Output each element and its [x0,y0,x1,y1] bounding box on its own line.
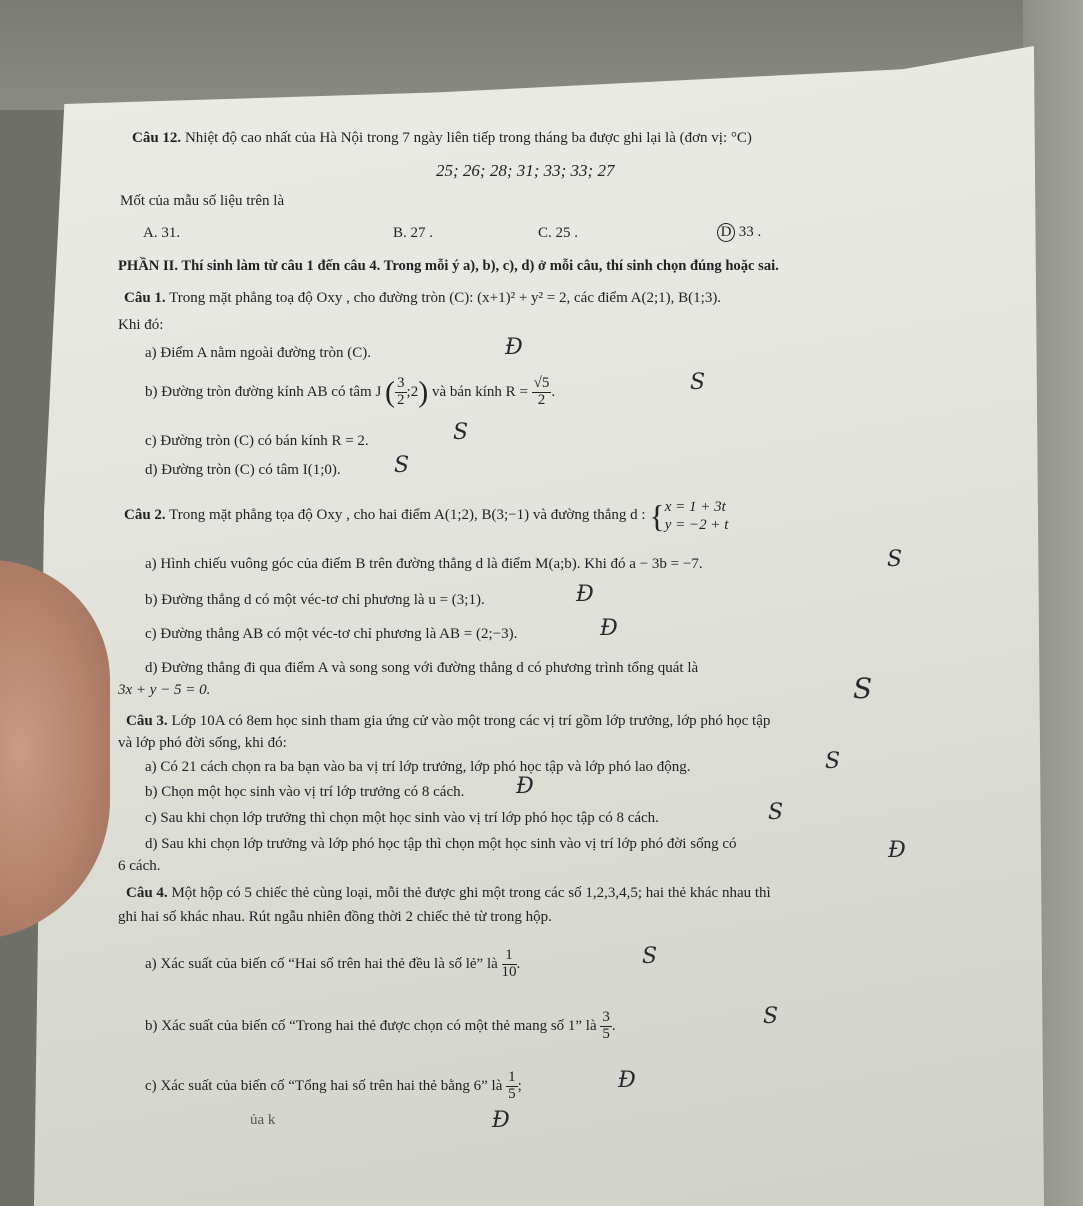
c2-c: c) Đường thẳng AB có một véc-tơ chỉ phương là AB = (2;−3). [145,626,518,642]
c1-b: b) Đường tròn đường kính AB có tâm J ( $\frac{3}{2}$ ;2) và bán kính R = $\frac{√5}{2}$ . [145,375,556,409]
q12-title: Câu 12. [132,130,182,146]
q12-option-a: A. 31. [143,225,181,241]
c4-stem-line2: ghi hai số khác nhau. Rút ngẫu nhiên đồng thời 2 chiếc thẻ từ trong hộp. [118,909,552,925]
c2-a: a) Hình chiếu vuông góc của điểm B trên đường thẳng d là điểm M(a;b). Khi đó a − 3b = −7. [145,556,703,572]
c1-b-radius [532,376,552,409]
c3-stem1: Lớp 10A có 8em học sinh tham gia ứng cử vào một trong các vị trí gồm lớp trưởng, lớp phó học tập [171,713,771,729]
c4-stem1: Một hộp có 5 chiếc thẻ cùng loại, mỗi thẻ được ghi một trong các số 1,2,3,4,5; hai thẻ khác nhau thì [171,885,771,901]
c3-d-line1: d) Sau khi chọn lớp trưởng và lớp phó học tập thì chọn một học sinh vào vị trí lớp phó đời sống có [145,836,737,852]
c4-a-den: 10 [501,964,517,981]
c1-b-fraction [395,376,407,409]
c2-d-line2: 3x + y − 5 = 0. [118,682,211,698]
c3-stem-line2: và lớp phó đời sống, khi đó: [118,735,287,751]
c2-system-brace: { [649,497,665,534]
c4-a-mark: S [642,944,658,969]
q12-ask: Mốt của mẫu số liệu trên là [120,193,285,209]
c4-c-fraction [506,1070,518,1103]
c1-b-rden: 2 [537,392,546,409]
c1-b-tail: ;2 [406,384,419,400]
c4-title: Câu 4. [126,885,168,901]
c4-a-text: a) Xác suất của biến cố “Hai số trên hai thẻ đều là số lẻ” là [145,956,498,972]
c2-stem [124,494,728,536]
c2-system [665,498,729,534]
c2-d-mark: S [853,672,873,705]
part2-header: PHẦN II. Thí sinh làm từ câu 1 đến câu 4. Trong mỗi ý a), b), c), d) ở mỗi câu, thí sinh chọn đúng hoặc sai. [118,258,779,274]
c1-b-mark: S [690,370,706,395]
q12-stem [132,130,752,147]
q12-option-b: B. 27 . [393,225,434,241]
c2-sys-line1: x = 1 + 3t [664,498,726,515]
c2-a-mark: S [887,547,903,572]
c1-b-paren-open: ( [385,375,396,409]
circled-answer-d: D [717,223,735,242]
c1-b-num: 3 [397,375,405,392]
c4-a: a) Xác suất của biến cố “Hai số trên hai thẻ đều là số lẻ” là $\frac{1}{10}$ . [145,947,521,981]
c4-b-fraction [600,1010,612,1043]
c1-b-den: 2 [397,392,405,409]
q12-stem-text: Nhiệt độ cao nhất của Hà Nội trong 7 ngày liên tiếp trong tháng ba được ghi lại là (đơn vị: °C) [184,130,752,146]
q12-option-c: C. 25 . [538,225,579,241]
c1-d-mark: S [394,453,410,478]
c4-b-num: 3 [602,1009,610,1026]
c3-c-mark: S [768,800,784,825]
c2-b: b) Đường thẳng d có một véc-tơ chỉ phương là u = (3;1). [145,592,485,608]
c4-a-num: 1 [502,948,517,965]
c4-c-mark: Đ [618,1068,636,1093]
c1-b-text: b) Đường tròn đường kính AB có tâm J [145,384,382,400]
c3-b: b) Chọn một học sinh vào vị trí lớp trưởng có 8 cách. [145,784,465,800]
c3-title: Câu 3. [126,713,168,729]
c3-c: c) Sau khi chọn lớp trưởng thì chọn một học sinh vào vị trí lớp phó học tập có 8 cách. [145,810,659,826]
c4-b-mark: S [763,1004,779,1029]
c1-stem-text: Trong mặt phẳng toạ độ Oxy , cho đường tròn (C): (x+1)² + y² = 2, các điểm A(2;1), B(1;3). [169,290,722,306]
q12-option-d-value: 33 . [738,224,762,240]
c3-b-mark: Đ [516,774,534,799]
c4-b: b) Xác suất của biến cố “Trong hai thẻ được chọn có một thẻ mang số 1” là $\frac{3}{5}$ . [145,1009,616,1043]
c2-sys-line2: y = −2 + t [664,516,729,533]
c1-title: Câu 1. [124,290,166,306]
c3-a: a) Có 21 cách chọn ra ba bạn vào ba vị trí lớp trưởng, lớp phó học tập và lớp phó lao động. [145,759,691,775]
c1-a: a) Điểm A nằm ngoài đường tròn (C). [145,345,372,361]
c2-b-mark: Đ [576,582,594,607]
c1-b-mid: và bán kính R = [431,384,528,400]
c4-c-den: 5 [508,1086,516,1103]
c3-d-line2: 6 cách. [118,858,161,874]
c4-stem-line1 [126,885,771,902]
c1-c-mark: S [453,420,469,445]
c1-d: d) Đường tròn (C) có tâm I(1;0). [145,462,341,478]
c1-a-mark: Đ [505,335,523,360]
c4-d-partial: ủa k [250,1112,276,1128]
c4-b-text: b) Xác suất của biến cố “Trong hai thẻ được chọn có một thẻ mang số 1” là [145,1018,597,1034]
q12-option-d [717,223,761,242]
c1-khido: Khi đó: [118,317,164,333]
c4-c: c) Xác suất của biến cố “Tổng hai số trên hai thẻ bằng 6” là $\frac{1}{5}$ ; [145,1069,522,1103]
c2-title: Câu 2. [124,507,166,523]
c1-c: c) Đường tròn (C) có bán kính R = 2. [145,433,369,449]
c1-stem [124,290,721,307]
c4-b-den: 5 [602,1026,610,1043]
c1-b-paren-close: ) [418,375,429,409]
c3-a-mark: S [825,749,841,774]
c3-d-mark: Đ [888,838,906,863]
c2-stem-text: Trong mặt phẳng tọa độ Oxy , cho hai điểm A(1;2), B(3;−1) và đường thẳng d : [169,507,646,523]
c2-d-line1: d) Đường thẳng đi qua điểm A và song song với đường thẳng d có phương trình tổng quát là [145,660,699,676]
c2-c-mark: Đ [600,616,618,641]
c4-d-mark: Đ [492,1108,510,1133]
c1-b-rnum: √5 [533,375,550,392]
q12-data: 25; 26; 28; 31; 33; 33; 27 [436,161,615,180]
c4-c-text: c) Xác suất của biến cố “Tổng hai số trên hai thẻ bằng 6” là [145,1078,503,1094]
c3-stem-line1 [126,713,770,730]
c4-c-num: 1 [508,1069,516,1086]
c4-a-fraction [502,948,517,981]
